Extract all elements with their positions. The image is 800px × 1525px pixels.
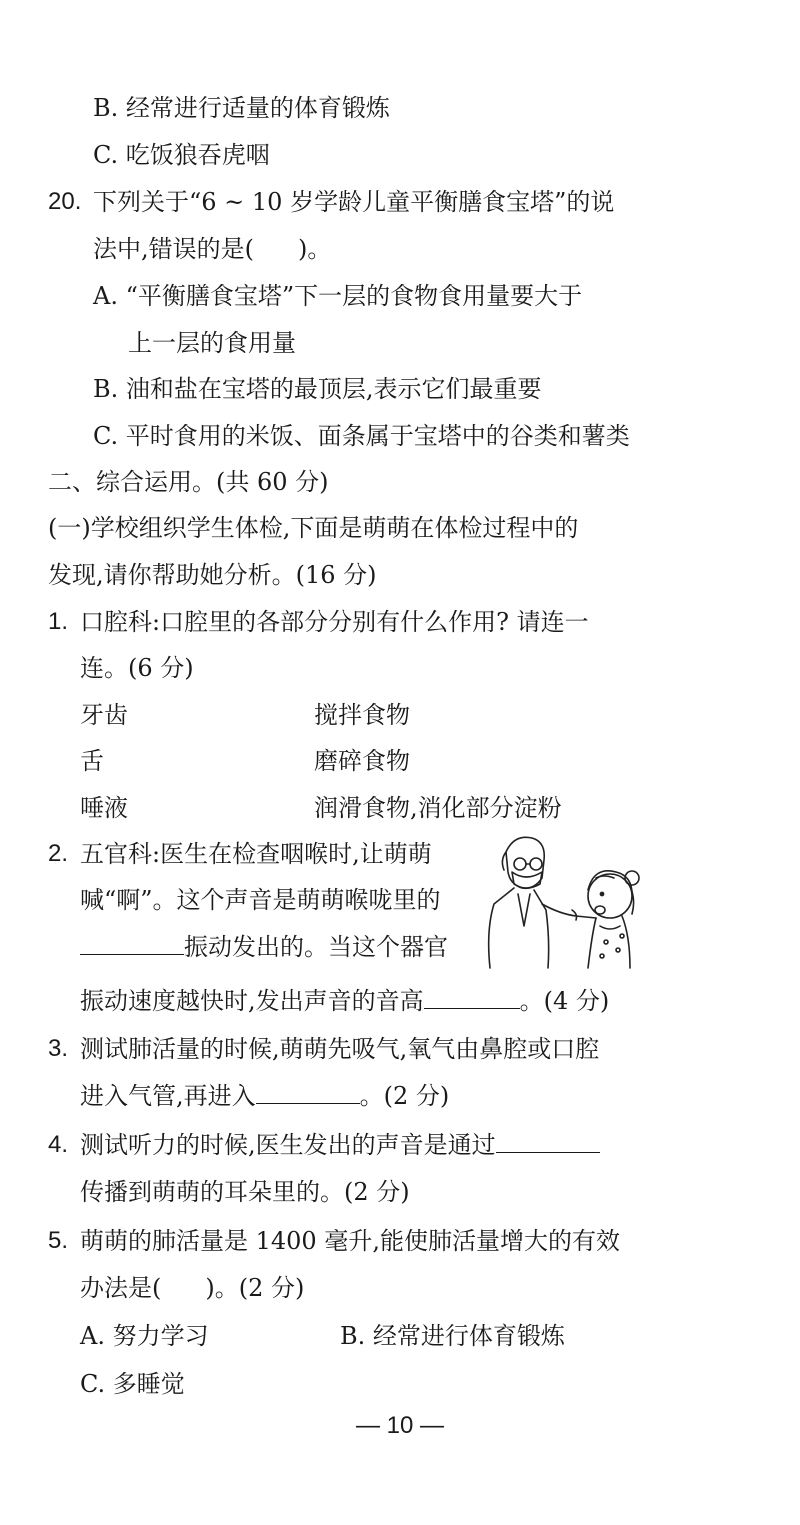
section-2-heading: 二、综合运用。(共 60 分) bbox=[48, 468, 329, 496]
q3-blank[interactable] bbox=[256, 1081, 360, 1104]
q1-stem-line1: 口腔科:口腔里的各部分分别有什么作用? 请连一 bbox=[80, 608, 589, 636]
doctor-examining-girl-illustration bbox=[484, 830, 644, 970]
q20-number: 20. bbox=[48, 188, 82, 215]
q1-right-item[interactable]: 磨碎食物 bbox=[314, 747, 410, 775]
q20-option-c: C. 平时食用的米饭、面条属于宝塔中的谷类和薯类 bbox=[93, 422, 630, 450]
q1-left-item[interactable]: 唾液 bbox=[80, 794, 128, 822]
q1-left-item[interactable]: 舌 bbox=[80, 747, 104, 775]
q5-number: 5. bbox=[48, 1227, 69, 1254]
q3-stem-line2-end: 。(2 分) bbox=[359, 1082, 450, 1110]
q2-stem-line3-text: 振动发出的。当这个器官 bbox=[184, 933, 448, 961]
q20-stem-line2 bbox=[93, 233, 331, 265]
q1-right-item[interactable]: 搅拌食物 bbox=[314, 701, 410, 729]
q2-stem-line4 bbox=[80, 985, 609, 1017]
q20-option-b: B. 油和盐在宝塔的最顶层,表示它们最重要 bbox=[93, 375, 542, 403]
q5-stem-line1: 萌萌的肺活量是 1400 毫升,能使肺活量增大的有效 bbox=[80, 1227, 620, 1255]
q5-option-c[interactable]: C. 多睡觉 bbox=[80, 1370, 185, 1398]
q20-option-a-line2: 上一层的食用量 bbox=[128, 329, 296, 357]
q2-stem-line3 bbox=[80, 931, 448, 963]
q5-stem-line2 bbox=[80, 1272, 304, 1304]
q3-stem-line1: 测试肺活量的时候,萌萌先吸气,氧气由鼻腔或口腔 bbox=[80, 1035, 600, 1063]
q4-blank[interactable] bbox=[496, 1130, 600, 1153]
q19-option-c: C. 吃饭狼吞虎咽 bbox=[93, 141, 270, 169]
q4-stem-line1-text: 测试听力的时候,医生发出的声音是通过 bbox=[80, 1131, 496, 1159]
q3-stem-line2-text: 进入气管,再进入 bbox=[80, 1082, 256, 1110]
part1-intro-line2: 发现,请你帮助她分析。(16 分) bbox=[48, 561, 377, 589]
q20-stem-text: 法中,错误的是( bbox=[93, 235, 254, 263]
q20-option-a-line1: A. “平衡膳食宝塔”下一层的食物食用量要大于 bbox=[93, 282, 583, 310]
q20-stem-line1: 下列关于“6 ~ 10 岁学龄儿童平衡膳食宝塔”的说 bbox=[93, 188, 615, 216]
q4-stem-line2: 传播到萌萌的耳朵里的。(2 分) bbox=[80, 1178, 410, 1206]
q2-stem-line2: 喊“啊”。这个声音是萌萌喉咙里的 bbox=[80, 886, 441, 914]
q5-stem-line2-text: 办法是( bbox=[80, 1274, 162, 1302]
q2-stem-line1: 五官科:医生在检查咽喉时,让萌萌 bbox=[80, 840, 432, 868]
q2-stem-line4-text: 振动速度越快时,发出声音的音高 bbox=[80, 987, 424, 1015]
q2-blank-organ[interactable] bbox=[80, 932, 184, 955]
q5-option-a[interactable]: A. 努力学习 bbox=[80, 1322, 209, 1350]
q3-stem-line2 bbox=[80, 1080, 449, 1112]
q1-right-item[interactable]: 润滑食物,消化部分淀粉 bbox=[314, 794, 562, 822]
q20-stem-end: )。 bbox=[298, 235, 332, 263]
q1-stem-line2: 连。(6 分) bbox=[80, 654, 194, 682]
q19-option-b: B. 经常进行适量的体育锻炼 bbox=[93, 94, 390, 122]
q1-left-item[interactable]: 牙齿 bbox=[80, 701, 128, 729]
q3-number: 3. bbox=[48, 1035, 69, 1062]
page-number: — 10 — bbox=[355, 1412, 445, 1439]
q2-blank-pitch[interactable] bbox=[424, 986, 520, 1009]
q1-number: 1. bbox=[48, 608, 69, 635]
q4-number: 4. bbox=[48, 1131, 69, 1158]
q5-option-b[interactable]: B. 经常进行体育锻炼 bbox=[340, 1322, 565, 1350]
q2-number: 2. bbox=[48, 840, 69, 867]
q5-stem-line2-end: )。(2 分) bbox=[205, 1274, 305, 1302]
q2-stem-line4-end: 。(4 分) bbox=[519, 987, 610, 1015]
q4-stem-line1 bbox=[80, 1129, 600, 1161]
part1-intro-line1: (一)学校组织学生体检,下面是萌萌在体检过程中的 bbox=[48, 514, 579, 542]
